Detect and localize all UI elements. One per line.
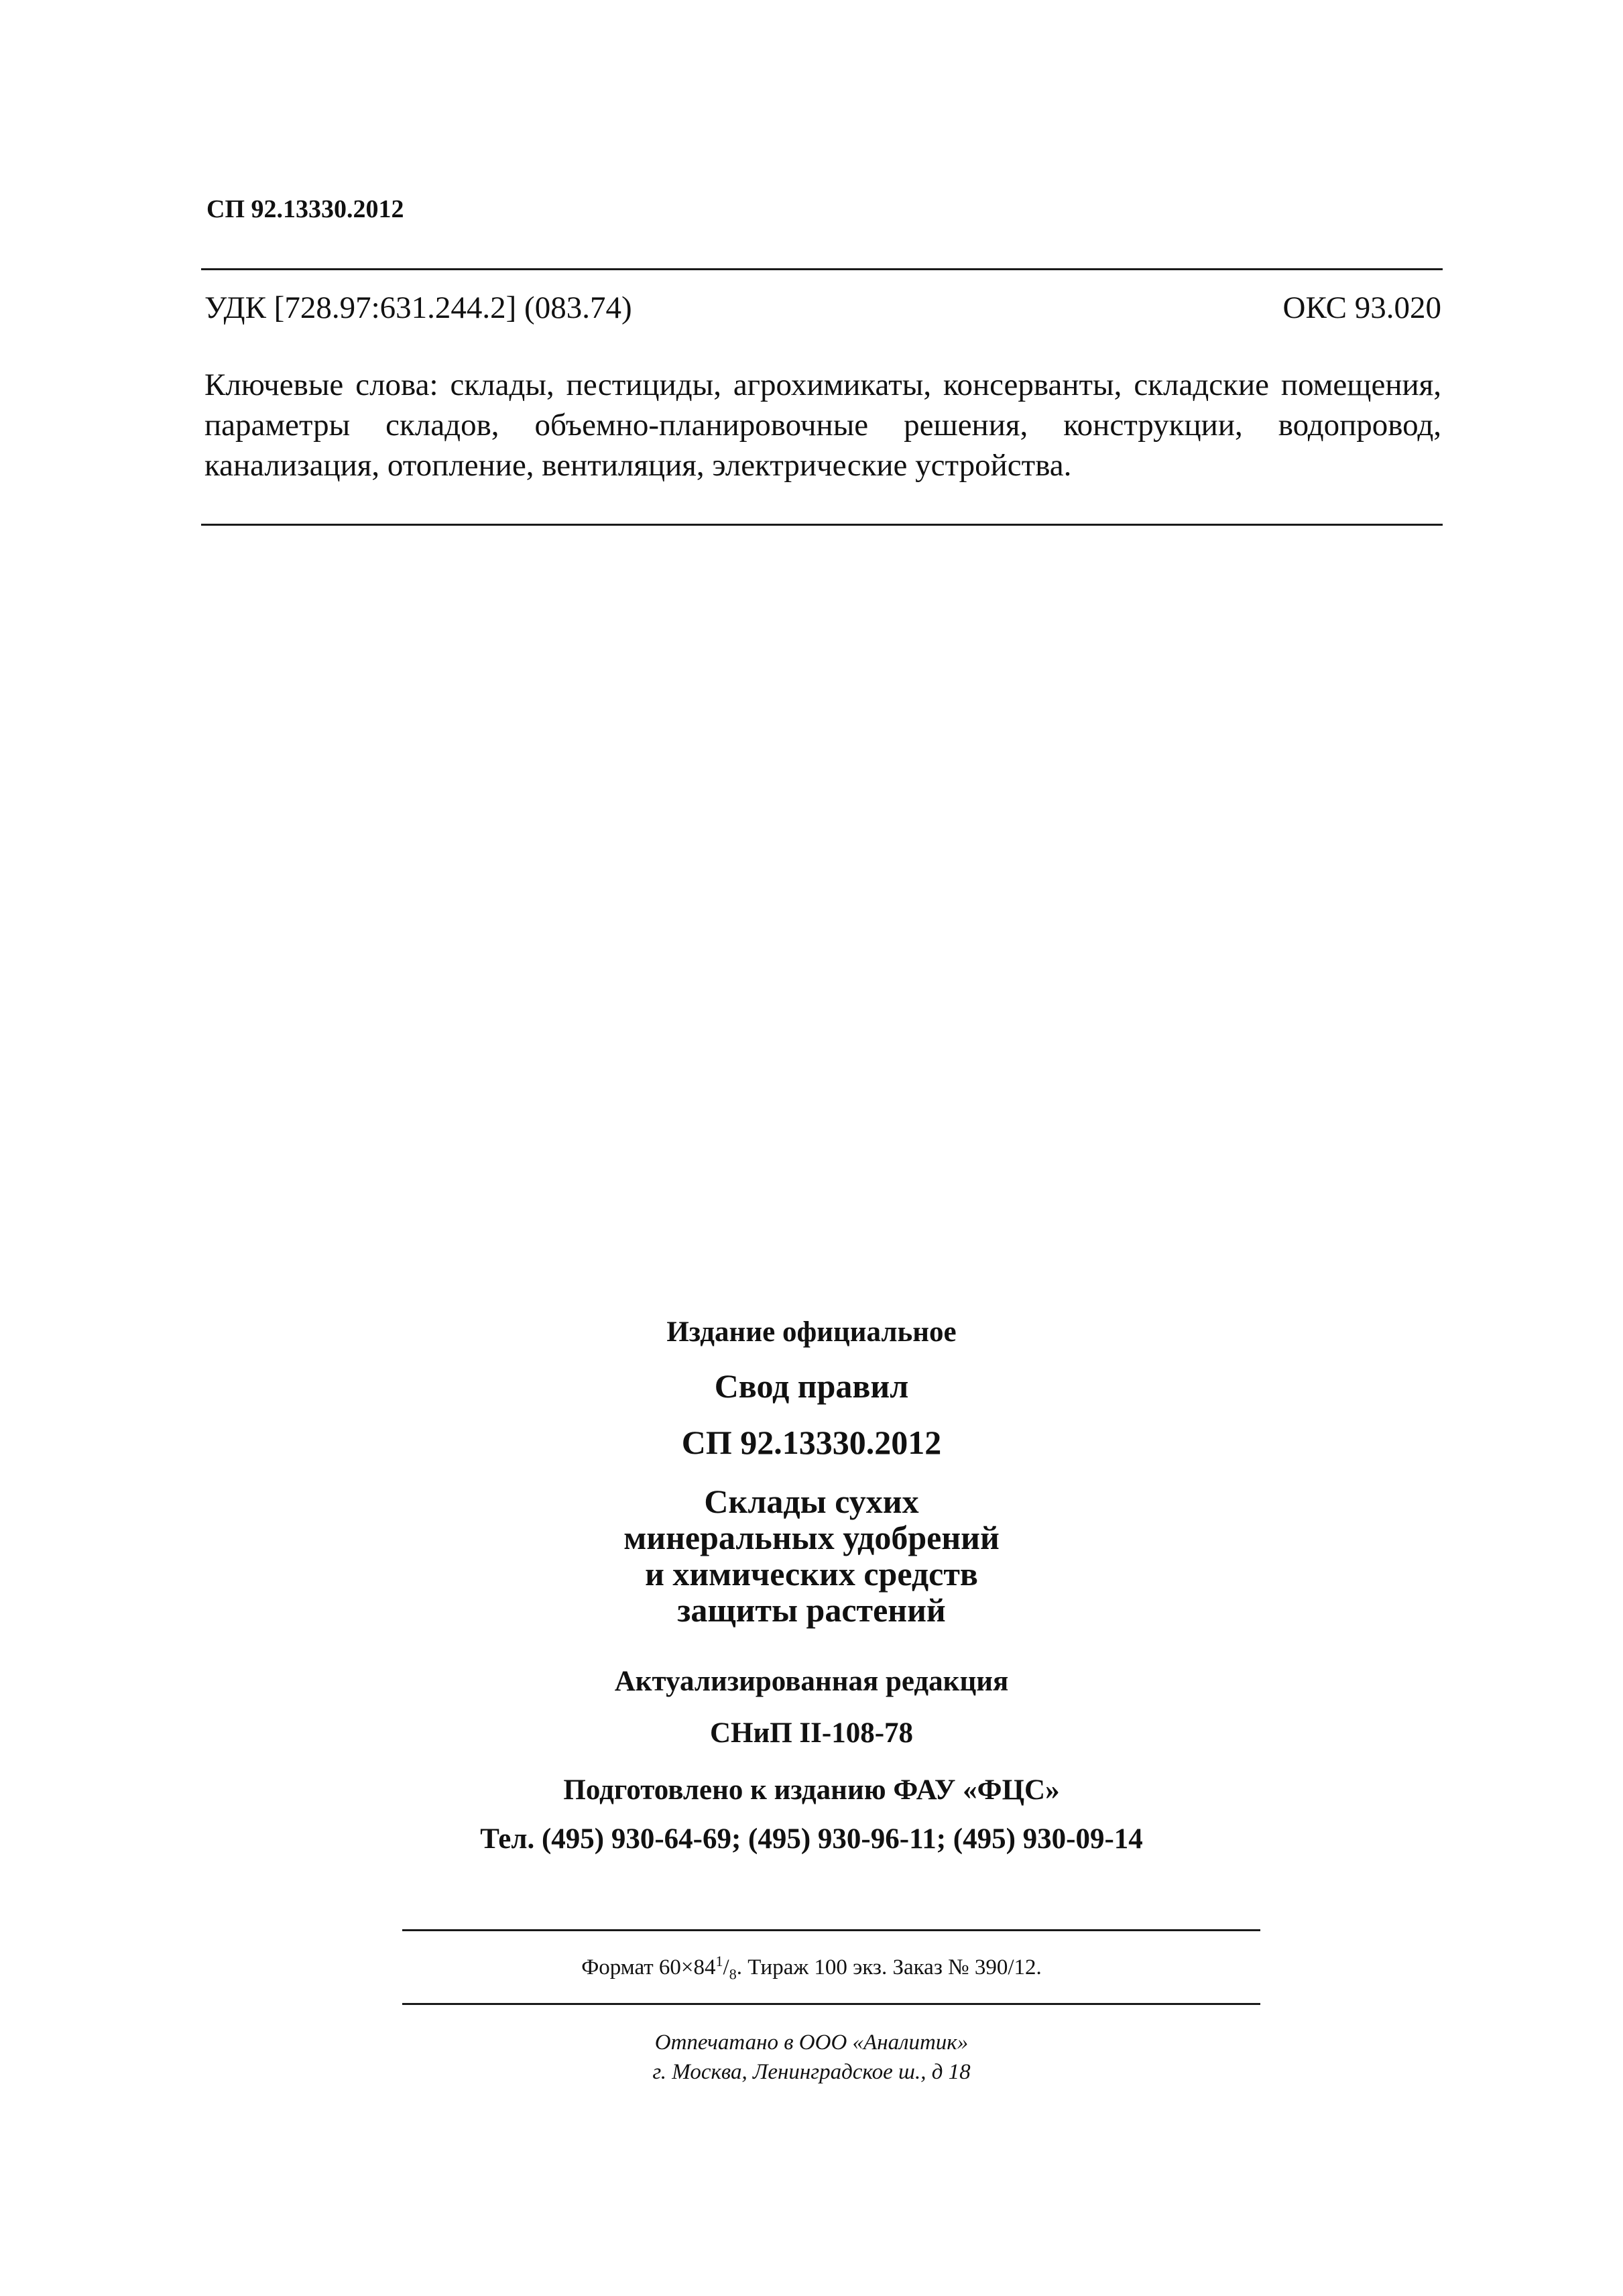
keywords-paragraph: Ключевые слова: склады, пестициды, агрохимикаты, консерванты, складские помещения, параметры складов, объемно-планировочные решения, конструкции, водопровод, канализация, отопление, вентиляция, электрические устройства.: [204, 367, 1441, 483]
title-line: и химических средств: [645, 1555, 978, 1593]
title-line: защиты растений: [677, 1591, 946, 1629]
official-edition-label: Издание официальное: [666, 1316, 957, 1348]
imprint-code: СП 92.13330.2012: [681, 1424, 942, 1461]
format-suffix: . Тираж 100 экз. Заказ № 390/12.: [736, 1955, 1042, 1979]
phone-numbers: Тел. (495) 930-64-69; (495) 930-96-11; (495) 930-09-14: [480, 1823, 1143, 1855]
printer-name: Отпечатано в ООО «Аналитик»: [654, 2030, 969, 2055]
document-title: [0, 1483, 1623, 1628]
format-prefix: Формат 60×84: [581, 1955, 716, 1979]
format-fraction-denominator: 8: [729, 1965, 737, 1983]
prepared-by: Подготовлено к изданию ФАУ «ФЦС»: [563, 1774, 1060, 1806]
top-divider: [201, 268, 1443, 270]
publication-format: Формат $60\times 84^1/_8$. Тираж 100 экз. Заказ № 390/12.: [581, 1953, 1042, 1983]
printer-address: г. Москва, Ленинградское ш., д 18: [652, 2060, 971, 2084]
snip-code: СНиП II-108-78: [709, 1717, 914, 1749]
format-fraction-numerator: 1: [715, 1953, 723, 1969]
document-code: СП 92.13330.2012: [206, 195, 404, 223]
keywords-divider: [201, 524, 1443, 526]
oks-code: ОКС 93.020: [1282, 290, 1441, 325]
rules-set-label: Свод правил: [714, 1367, 909, 1405]
revision-label: Актуализированная редакция: [614, 1666, 1009, 1697]
title-line: Склады сухих: [704, 1483, 919, 1520]
publication-divider-top: [402, 1929, 1260, 1931]
classification-row: [204, 290, 1441, 326]
publication-divider-bottom: [402, 2003, 1260, 2005]
udk-code: УДК [728.97:631.244.2] (083.74): [204, 290, 632, 325]
title-line: минеральных удобрений: [623, 1519, 1000, 1556]
